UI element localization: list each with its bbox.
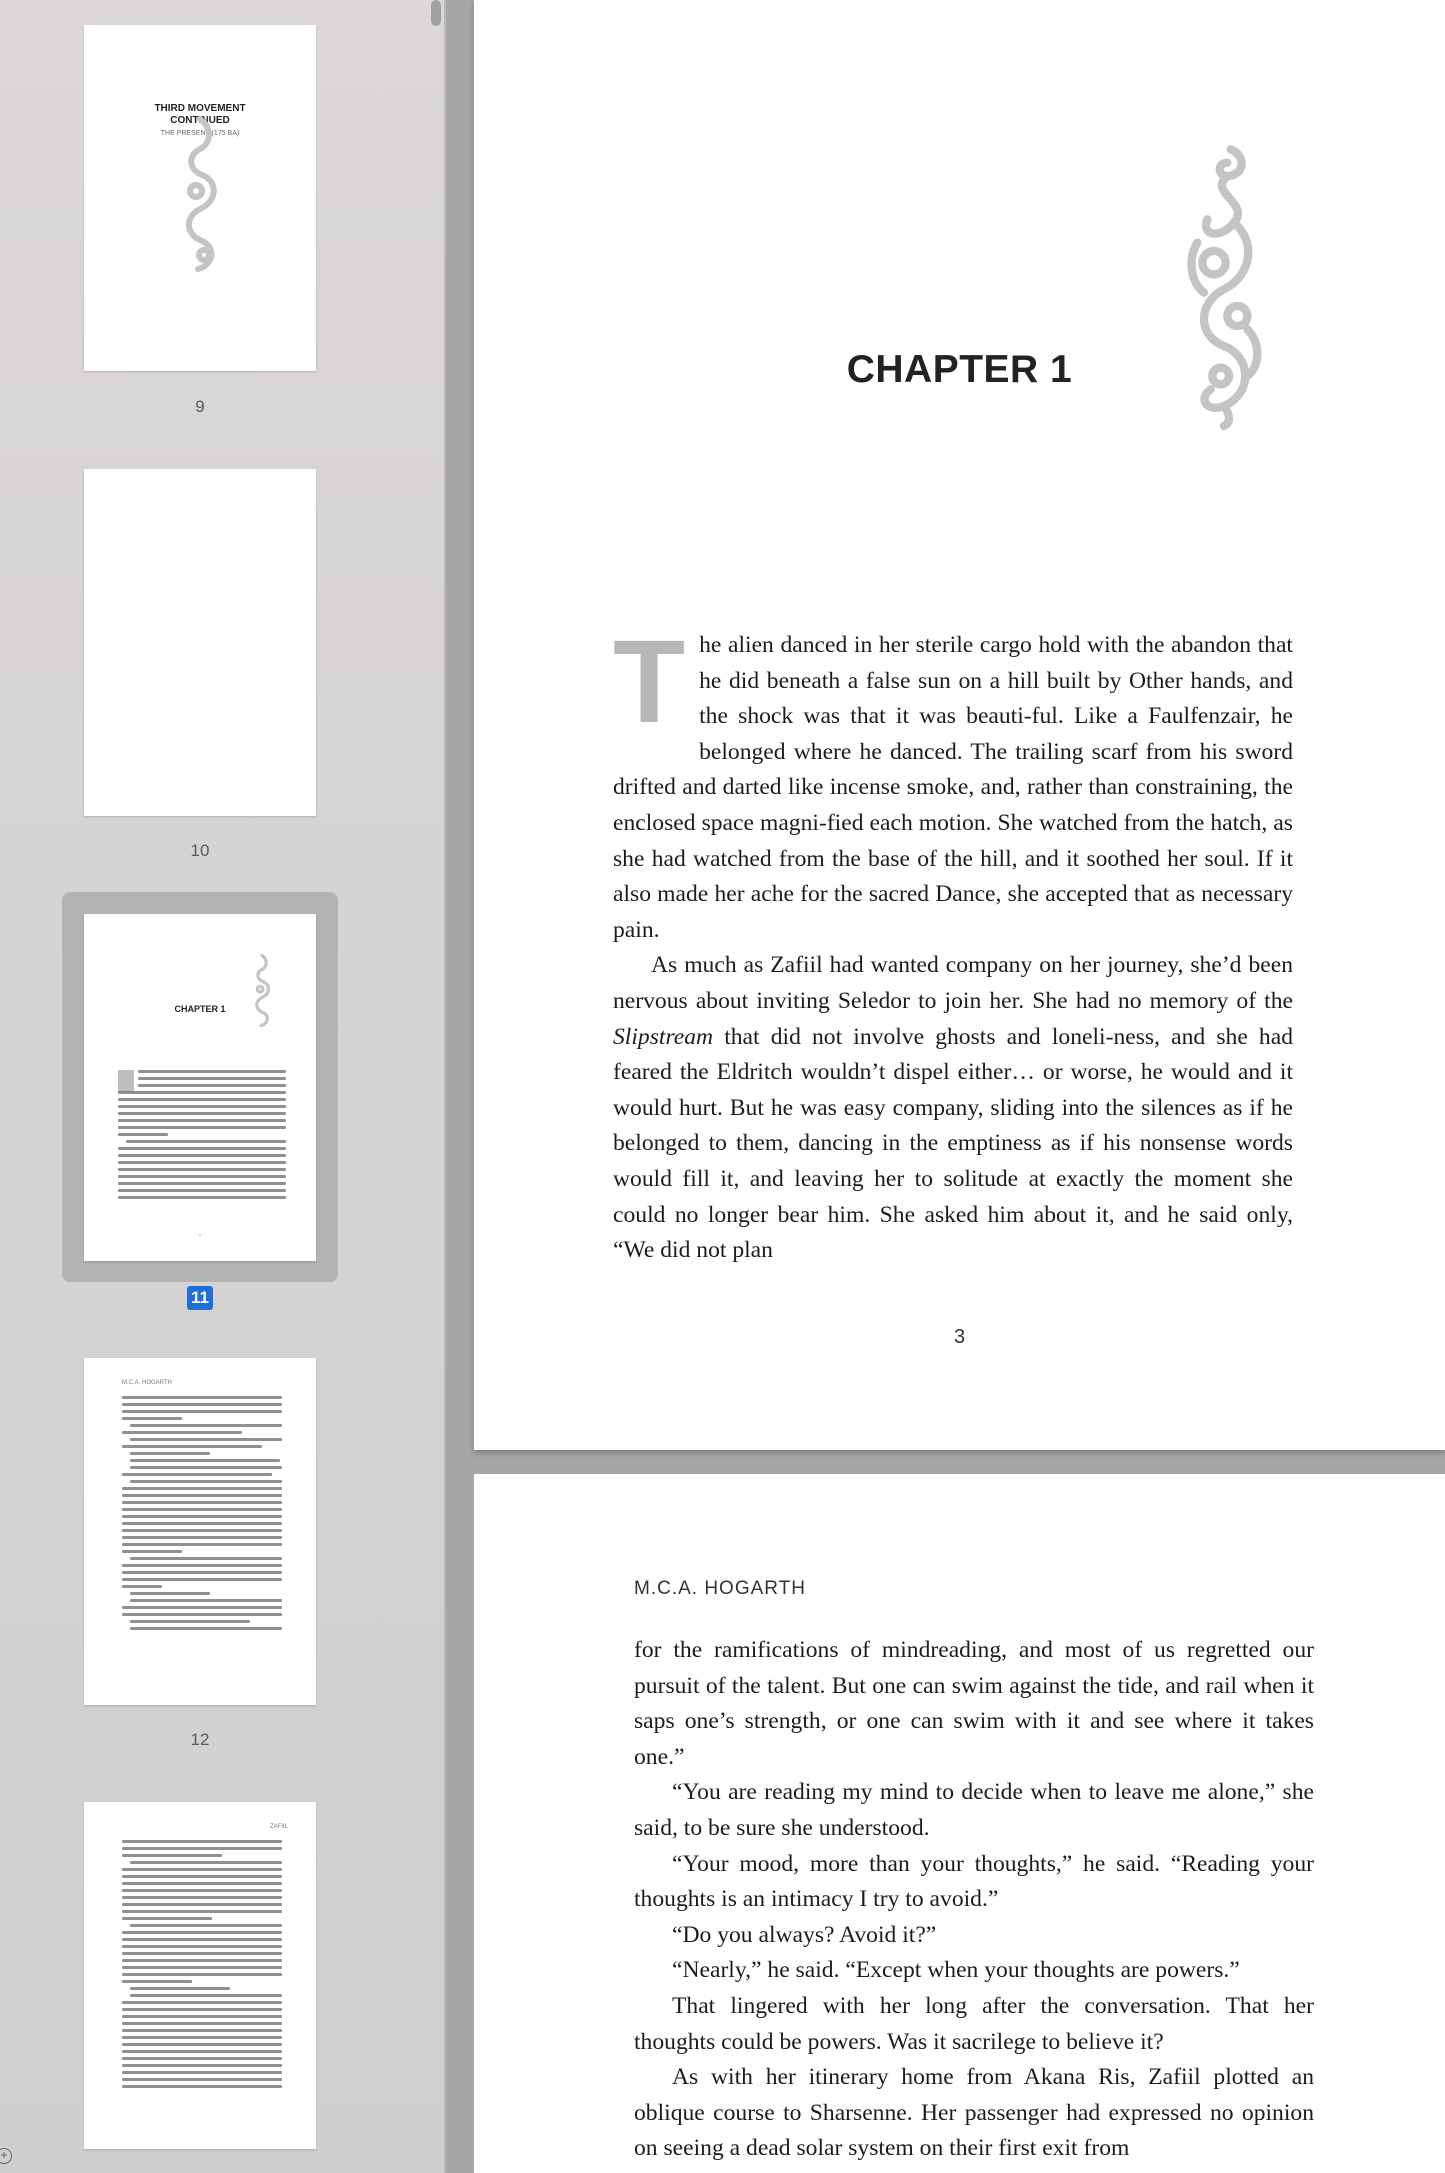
chapter-body-text (634, 1633, 1314, 2167)
thumbnail-running-head: ZAFIIL (270, 1824, 289, 1830)
thumbnail-sidebar[interactable] (0, 0, 446, 2173)
thumbnail-page-number: 12 (190, 1730, 210, 1749)
thumbnail-text (118, 1070, 286, 1203)
thumbnail-page-13[interactable] (84, 1802, 316, 2149)
drop-cap: T (613, 616, 686, 748)
add-icon[interactable]: + (0, 2148, 12, 2164)
thumbnail-text (122, 1396, 282, 1634)
sidebar-scrollbar[interactable] (431, 0, 441, 26)
thumbnail-inner-page-number: • (199, 1234, 201, 1239)
thumbnail-page-10[interactable] (84, 469, 316, 816)
thumbnail-page-12[interactable] (84, 1358, 316, 1705)
thumbnail-subtitle: THE PRESENT (175 BA) (160, 130, 240, 137)
document-page-3 (474, 0, 1445, 1450)
paragraph: As much as Zafiil had wanted company on her journey, she’d been nervous about inviting Seledor to join her. She had no memory of the Slipstream that did not involve ghosts and loneli-ness, and she had feared the Eldritch wouldn’t dispel either… or worse, he would and it would hurt. But he was easy company, sliding into the silences as if he belonged to them, dancing in the emptiness as if his nonsense words would fill it, and leaving her to solitude at exactly the moment she could no longer bear him. She asked him about it, and he said only, “We did not plan (613, 952, 1293, 1264)
thumbnail-page-9[interactable] (84, 25, 316, 371)
running-head-author: M.C.A. HOGARTH (634, 1578, 806, 1599)
chapter-body-text (613, 616, 1293, 1269)
thumbnail-page-number: 10 (190, 841, 210, 860)
paragraph: That lingered with her long after the conversation. That her thoughts could be powers. Was it sacrilege to believe it? (634, 1992, 1314, 2055)
chapter-title: CHAPTER 1 (846, 348, 1073, 391)
thumbnail-page-number-selected: 11 (187, 1286, 213, 1310)
paragraph: As with her itinerary home from Akana Ris, Zafiil plotted an oblique course to Sharsenne. Her passenger had expressed no opinion on seeing a dead solar system on their first exit from (634, 2064, 1314, 2162)
ornament-icon (1174, 116, 1274, 456)
paragraph: for the ramifications of mindreading, and most of us regretted our pursuit of the talent. But one can swim against the tide, and rail when it saps one’s strength, or one can swim with it and see where it takes one.” (634, 1637, 1314, 1770)
thumbnail-page-11[interactable] (84, 914, 316, 1261)
thumbnail-running-head: M.C.A. HOGARTH (122, 1380, 172, 1386)
thumbnail-text (122, 1840, 282, 2092)
paragraph: “Your mood, more than your thoughts,” he said. “Reading your thoughts is an intimacy I try to avoid.” (634, 1850, 1314, 1913)
thumbnail-page-number: 9 (195, 397, 205, 416)
thumbnail-title: THIRD MOVEMENT CONTINUED (154, 103, 246, 126)
paragraph: “Nearly,” he said. “Except when your thoughts are powers.” (672, 1957, 1240, 1984)
thumbnail-title: CHAPTER 1 (174, 1004, 226, 1014)
paragraph: “Do you always? Avoid it?” (672, 1921, 937, 1948)
ornament-icon (248, 950, 276, 1032)
ornament-icon (170, 109, 230, 281)
page-number: 3 (953, 1326, 966, 1348)
document-page-4 (474, 1474, 1445, 2173)
paragraph: “You are reading my mind to decide when to leave me alone,” she said, to be sure she understood. (634, 1779, 1314, 1841)
paragraph: The alien danced in her sterile cargo hold with the abandon that he did beneath a false sun on a hill built by Other hands, and the shock was that it was beauti-ful. Like a Faulfenzair, he belonged where he danced. The trailing scarf from his sword drifted and darted like incense smoke, and, rather than constraining, the enclosed space magni-fied each motion. She watched from the hatch, as she had watched from the base of the hill, and it soothed her soul. If it also made her ache for the sacred Dance, she accepted that as necessary pain. (613, 616, 1293, 943)
